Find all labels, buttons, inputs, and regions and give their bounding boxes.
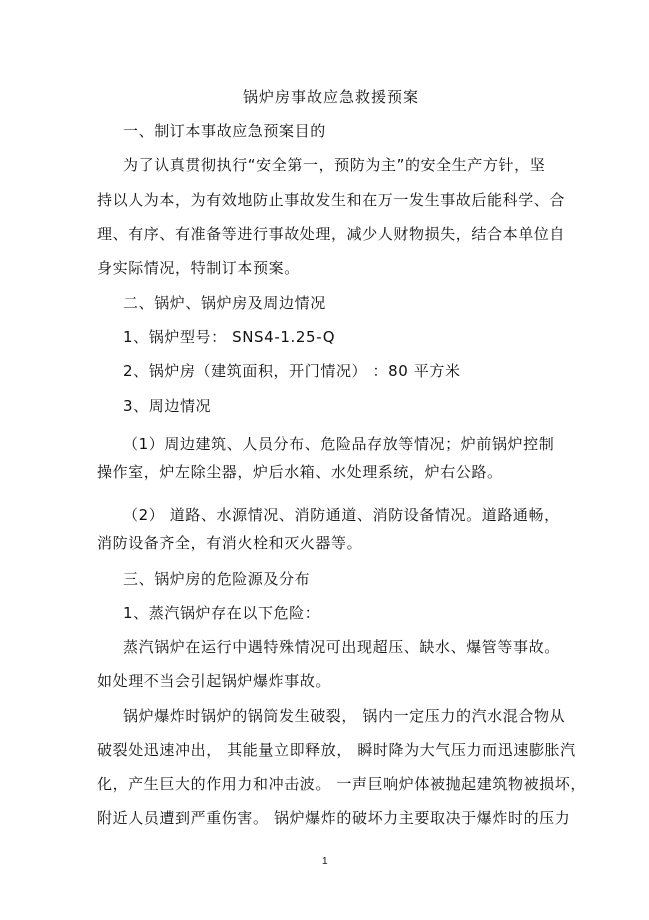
- paragraph-line: 附近人员遭到严重伤害。 锅炉爆炸的破坏力主要取决于爆炸时的压力: [97, 809, 571, 827]
- list-item: 2、锅炉房（建筑面积，开门情况） ：80 平方米: [123, 362, 461, 380]
- list-item: 1、锅炉型号： SNS4-1.25-Q: [123, 328, 336, 346]
- paragraph-line: 化，产生巨大的作用力和冲击波。 一声巨响炉体被抛起建筑物被损坏，: [97, 775, 586, 793]
- paragraph-line: 蒸汽锅炉在运行中遇特殊情况可出现超压、缺水、爆管等事故。: [123, 638, 560, 656]
- paragraph-line: 如处理不当会引起锅炉爆炸事故。: [97, 672, 332, 690]
- paragraph-line: 破裂处迅速冲出， 其能量立即释放， 瞬时降为大气压力而迅速膨胀汽: [97, 741, 576, 759]
- paragraph-line: 持以人为本，为有效地防止事故发生和在万一发生事故后能科学、合: [97, 191, 566, 209]
- list-item: 3、周边情况: [123, 397, 212, 415]
- paragraph-line: 消防设备齐全，有消火栓和灭火器等。: [97, 534, 363, 552]
- paragraph-line: 为了认真贯彻执行“安全第一，预防为主”的安全生产方针，坚: [123, 156, 546, 174]
- paragraph-line: （2） 道路、水源情况、消防通道、消防设备情况。道路通畅，: [123, 506, 560, 524]
- paragraph-line: （1）周边建筑、人员分布、危险品存放等情况；炉前锅炉控制: [123, 435, 555, 453]
- page-number: 1: [322, 856, 328, 867]
- document-title: 锅炉房事故应急救援预案: [243, 88, 420, 106]
- paragraph-line: 身实际情况，特制订本预案。: [97, 259, 300, 277]
- section-heading: 三、锅炉房的危险源及分布: [123, 570, 311, 588]
- section-heading: 一、制订本事故应急预案目的: [123, 122, 326, 140]
- paragraph-line: 操作室，炉左除尘器，炉后水箱、水处理系统，炉右公路。: [97, 463, 503, 481]
- section-heading: 二、锅炉、锅炉房及周边情况: [123, 294, 326, 312]
- paragraph-line: 锅炉爆炸时锅炉的锅筒发生破裂， 锅内一定压力的汽水混合物从: [123, 707, 566, 725]
- list-item: 1、蒸汽锅炉存在以下危险：: [123, 604, 321, 622]
- paragraph-line: 理、有序、有准备等进行事故处理，减少人财物损失，结合本单位自: [97, 225, 566, 243]
